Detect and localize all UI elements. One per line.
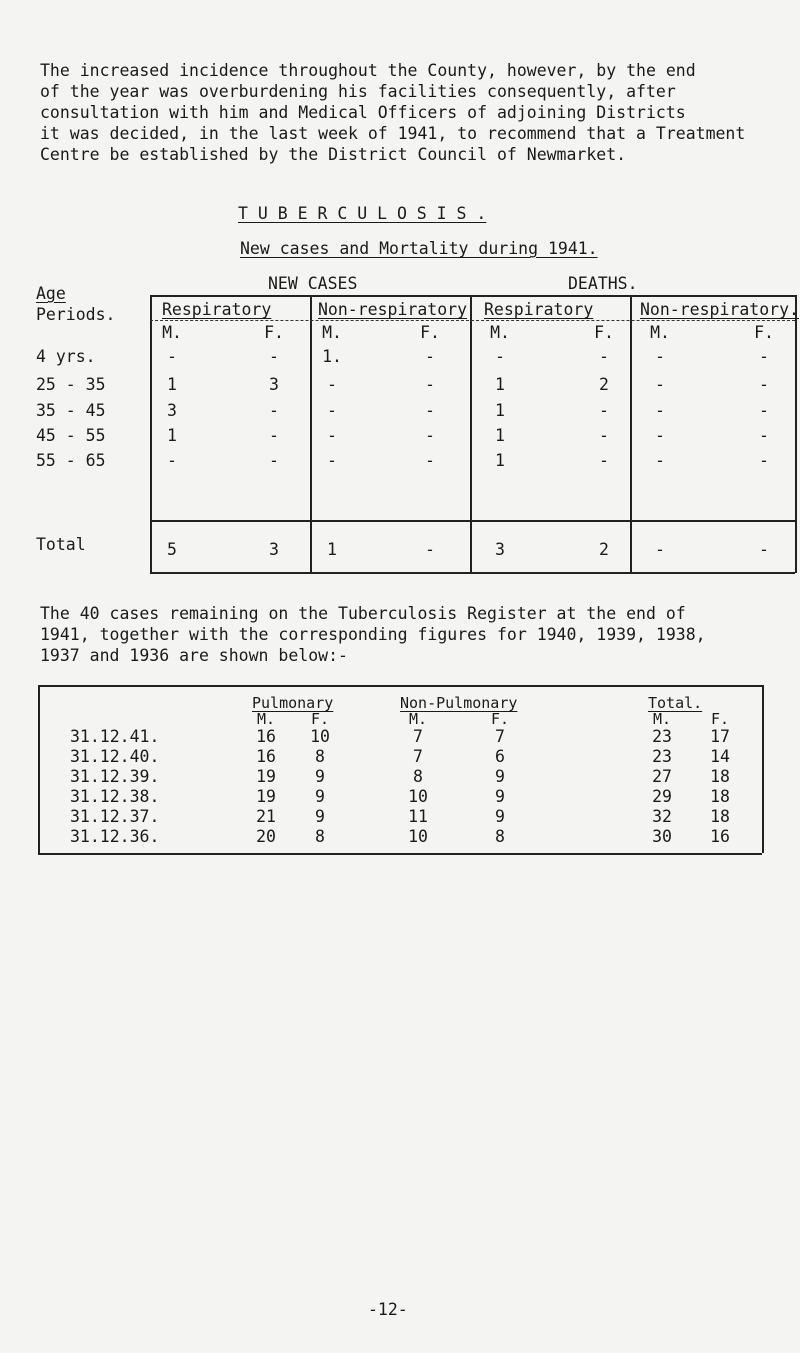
sex-male: M. (256, 710, 276, 728)
date-cell: 31.12.41. (70, 727, 160, 746)
table-bottom-rule (150, 572, 795, 574)
table-cell: 1 (495, 451, 505, 470)
header-rule (150, 320, 795, 321)
sex-female: F. (490, 710, 510, 728)
table-cell: 9 (315, 767, 325, 786)
sex-male: M. (162, 323, 182, 342)
table-cell: 9 (495, 807, 505, 826)
table-cell: - (655, 375, 665, 394)
table-cell: 21 (256, 807, 276, 826)
table-cell: - (599, 347, 609, 366)
table-cell: 3 (269, 375, 279, 394)
table-cell: 17 (710, 727, 730, 746)
periods-header: Periods. (36, 305, 116, 324)
table-cell: 16 (710, 827, 730, 846)
table-cell: 7 (413, 727, 423, 746)
table-cell: 9 (495, 787, 505, 806)
table-cell: - (327, 451, 337, 470)
table-cell: - (655, 426, 665, 445)
sex-male: M. (490, 323, 510, 342)
table-cell: - (655, 347, 665, 366)
table-top-rule (150, 295, 795, 297)
table-cell: 9 (315, 787, 325, 806)
age-header: Age (36, 284, 66, 303)
table-cell: 18 (710, 787, 730, 806)
col-group-respiratory-new: Respiratory (162, 300, 272, 319)
table-cell: - (599, 426, 609, 445)
sex-female: F. (264, 323, 284, 342)
table-cell: - (759, 426, 769, 445)
table-cell: - (327, 375, 337, 394)
table-cell: 9 (495, 767, 505, 786)
table-cell: 5 (167, 540, 177, 559)
table-cell: - (655, 540, 665, 559)
table-cell: 8 (315, 747, 325, 766)
column-rule (470, 295, 472, 573)
table-cell: 19 (256, 767, 276, 786)
column-rule (630, 295, 632, 573)
sex-female: F. (710, 710, 730, 728)
date-cell: 31.12.36. (70, 827, 160, 846)
table-cell: 3 (495, 540, 505, 559)
table-cell: 23 (652, 747, 672, 766)
table-cell: 32 (652, 807, 672, 826)
table-cell: 1 (167, 375, 177, 394)
intro-line: of the year was overburdening his facilities consequently, after (40, 82, 676, 101)
page-number: -12- (368, 1300, 408, 1319)
age-period: 45 - 55 (36, 426, 106, 445)
sex-female: F. (754, 323, 774, 342)
table-cell: 3 (269, 540, 279, 559)
table-cell: 1 (495, 426, 505, 445)
table-cell: 7 (413, 747, 423, 766)
table-cell: 2 (599, 375, 609, 394)
total-rule (150, 520, 795, 522)
table-cell: - (167, 451, 177, 470)
sex-female: F. (420, 323, 440, 342)
table-cell: 16 (256, 747, 276, 766)
col-group-nonrespiratory-new: Non-respiratory (318, 300, 468, 319)
table-cell: 8 (495, 827, 505, 846)
table-cell: 9 (315, 807, 325, 826)
sex-female: F. (310, 710, 330, 728)
table-cell: - (425, 451, 435, 470)
paragraph-line: 1937 and 1936 are shown below:- (40, 646, 348, 665)
intro-line: The increased incidence throughout the County, however, by the end (40, 61, 696, 80)
sex-male: M. (408, 710, 428, 728)
table-cell: 14 (710, 747, 730, 766)
intro-line: Centre be established by the District Council of Newmarket. (40, 145, 627, 164)
table-cell: - (759, 375, 769, 394)
table-cell: - (167, 347, 177, 366)
group-pulmonary: Pulmonary (252, 694, 334, 712)
table-cell: - (759, 401, 769, 420)
table-cell: 6 (495, 747, 505, 766)
table-cell: - (759, 540, 769, 559)
date-cell: 31.12.37. (70, 807, 160, 826)
sex-female: F. (594, 323, 614, 342)
table-cell: 30 (652, 827, 672, 846)
table-cell: 10 (408, 787, 428, 806)
total-label: Total (36, 535, 86, 554)
table-cell: 16 (256, 727, 276, 746)
table-cell: 10 (310, 727, 330, 746)
intro-line: it was decided, in the last week of 1941, to recommend that a Treatment (40, 124, 746, 143)
table-cell: - (759, 451, 769, 470)
table-cell: - (425, 401, 435, 420)
table-cell: - (425, 375, 435, 394)
table-cell: 29 (652, 787, 672, 806)
table-cell: 1. (322, 347, 342, 366)
sex-male: M. (652, 710, 672, 728)
table-cell: 1 (167, 426, 177, 445)
table-cell: - (495, 347, 505, 366)
table-right-rule (762, 685, 764, 853)
age-period: 35 - 45 (36, 401, 106, 420)
table-cell: 1 (495, 375, 505, 394)
table-cell: - (269, 401, 279, 420)
table-cell: 1 (495, 401, 505, 420)
table-cell: - (269, 347, 279, 366)
sex-male: M. (650, 323, 670, 342)
table-cell: 23 (652, 727, 672, 746)
table-cell: - (655, 451, 665, 470)
table-cell: - (425, 426, 435, 445)
group-header-deaths: DEATHS. (568, 274, 638, 293)
table-cell: - (425, 540, 435, 559)
table-bottom-rule (38, 853, 762, 855)
paragraph-line: 1941, together with the corresponding figures for 1940, 1939, 1938, (40, 625, 706, 644)
col-group-respiratory-deaths: Respiratory (484, 300, 594, 319)
age-period: 4 yrs. (36, 347, 96, 366)
table-cell: 1 (327, 540, 337, 559)
date-cell: 31.12.38. (70, 787, 160, 806)
table-cell: 2 (599, 540, 609, 559)
table-cell: - (327, 426, 337, 445)
table-cell: 20 (256, 827, 276, 846)
intro-line: consultation with him and Medical Officers of adjoining Districts (40, 103, 686, 122)
age-period: 55 - 65 (36, 451, 106, 470)
table-cell: - (759, 347, 769, 366)
sex-male: M. (322, 323, 342, 342)
group-total: Total. (648, 694, 703, 712)
table-cell: - (599, 401, 609, 420)
table-cell: 18 (710, 807, 730, 826)
table-cell: - (327, 401, 337, 420)
table-cell: 11 (408, 807, 428, 826)
age-period: 25 - 35 (36, 375, 106, 394)
section-subheading: New cases and Mortality during 1941. (240, 239, 598, 258)
date-cell: 31.12.39. (70, 767, 160, 786)
table-cell: - (269, 451, 279, 470)
table-cell: 10 (408, 827, 428, 846)
paragraph-line: The 40 cases remaining on the Tuberculosis Register at the end of (40, 604, 686, 623)
table-cell: 3 (167, 401, 177, 420)
table-cell: - (599, 451, 609, 470)
table-top-rule (38, 685, 762, 687)
table-cell: 18 (710, 767, 730, 786)
table-cell: 19 (256, 787, 276, 806)
table-left-rule (38, 685, 40, 853)
group-header-new-cases: NEW CASES (268, 274, 358, 293)
group-non-pulmonary: Non-Pulmonary (400, 694, 518, 712)
table-cell: 27 (652, 767, 672, 786)
table-cell: - (655, 401, 665, 420)
table-cell: 7 (495, 727, 505, 746)
table-cell: - (269, 426, 279, 445)
date-cell: 31.12.40. (70, 747, 160, 766)
table-cell: 8 (315, 827, 325, 846)
column-rule (795, 295, 797, 573)
table-cell: - (425, 347, 435, 366)
col-group-nonrespiratory-deaths: Non-respiratory. (640, 300, 799, 319)
section-heading: T U B E R C U L O S I S . (238, 204, 487, 223)
table-cell: 8 (413, 767, 423, 786)
